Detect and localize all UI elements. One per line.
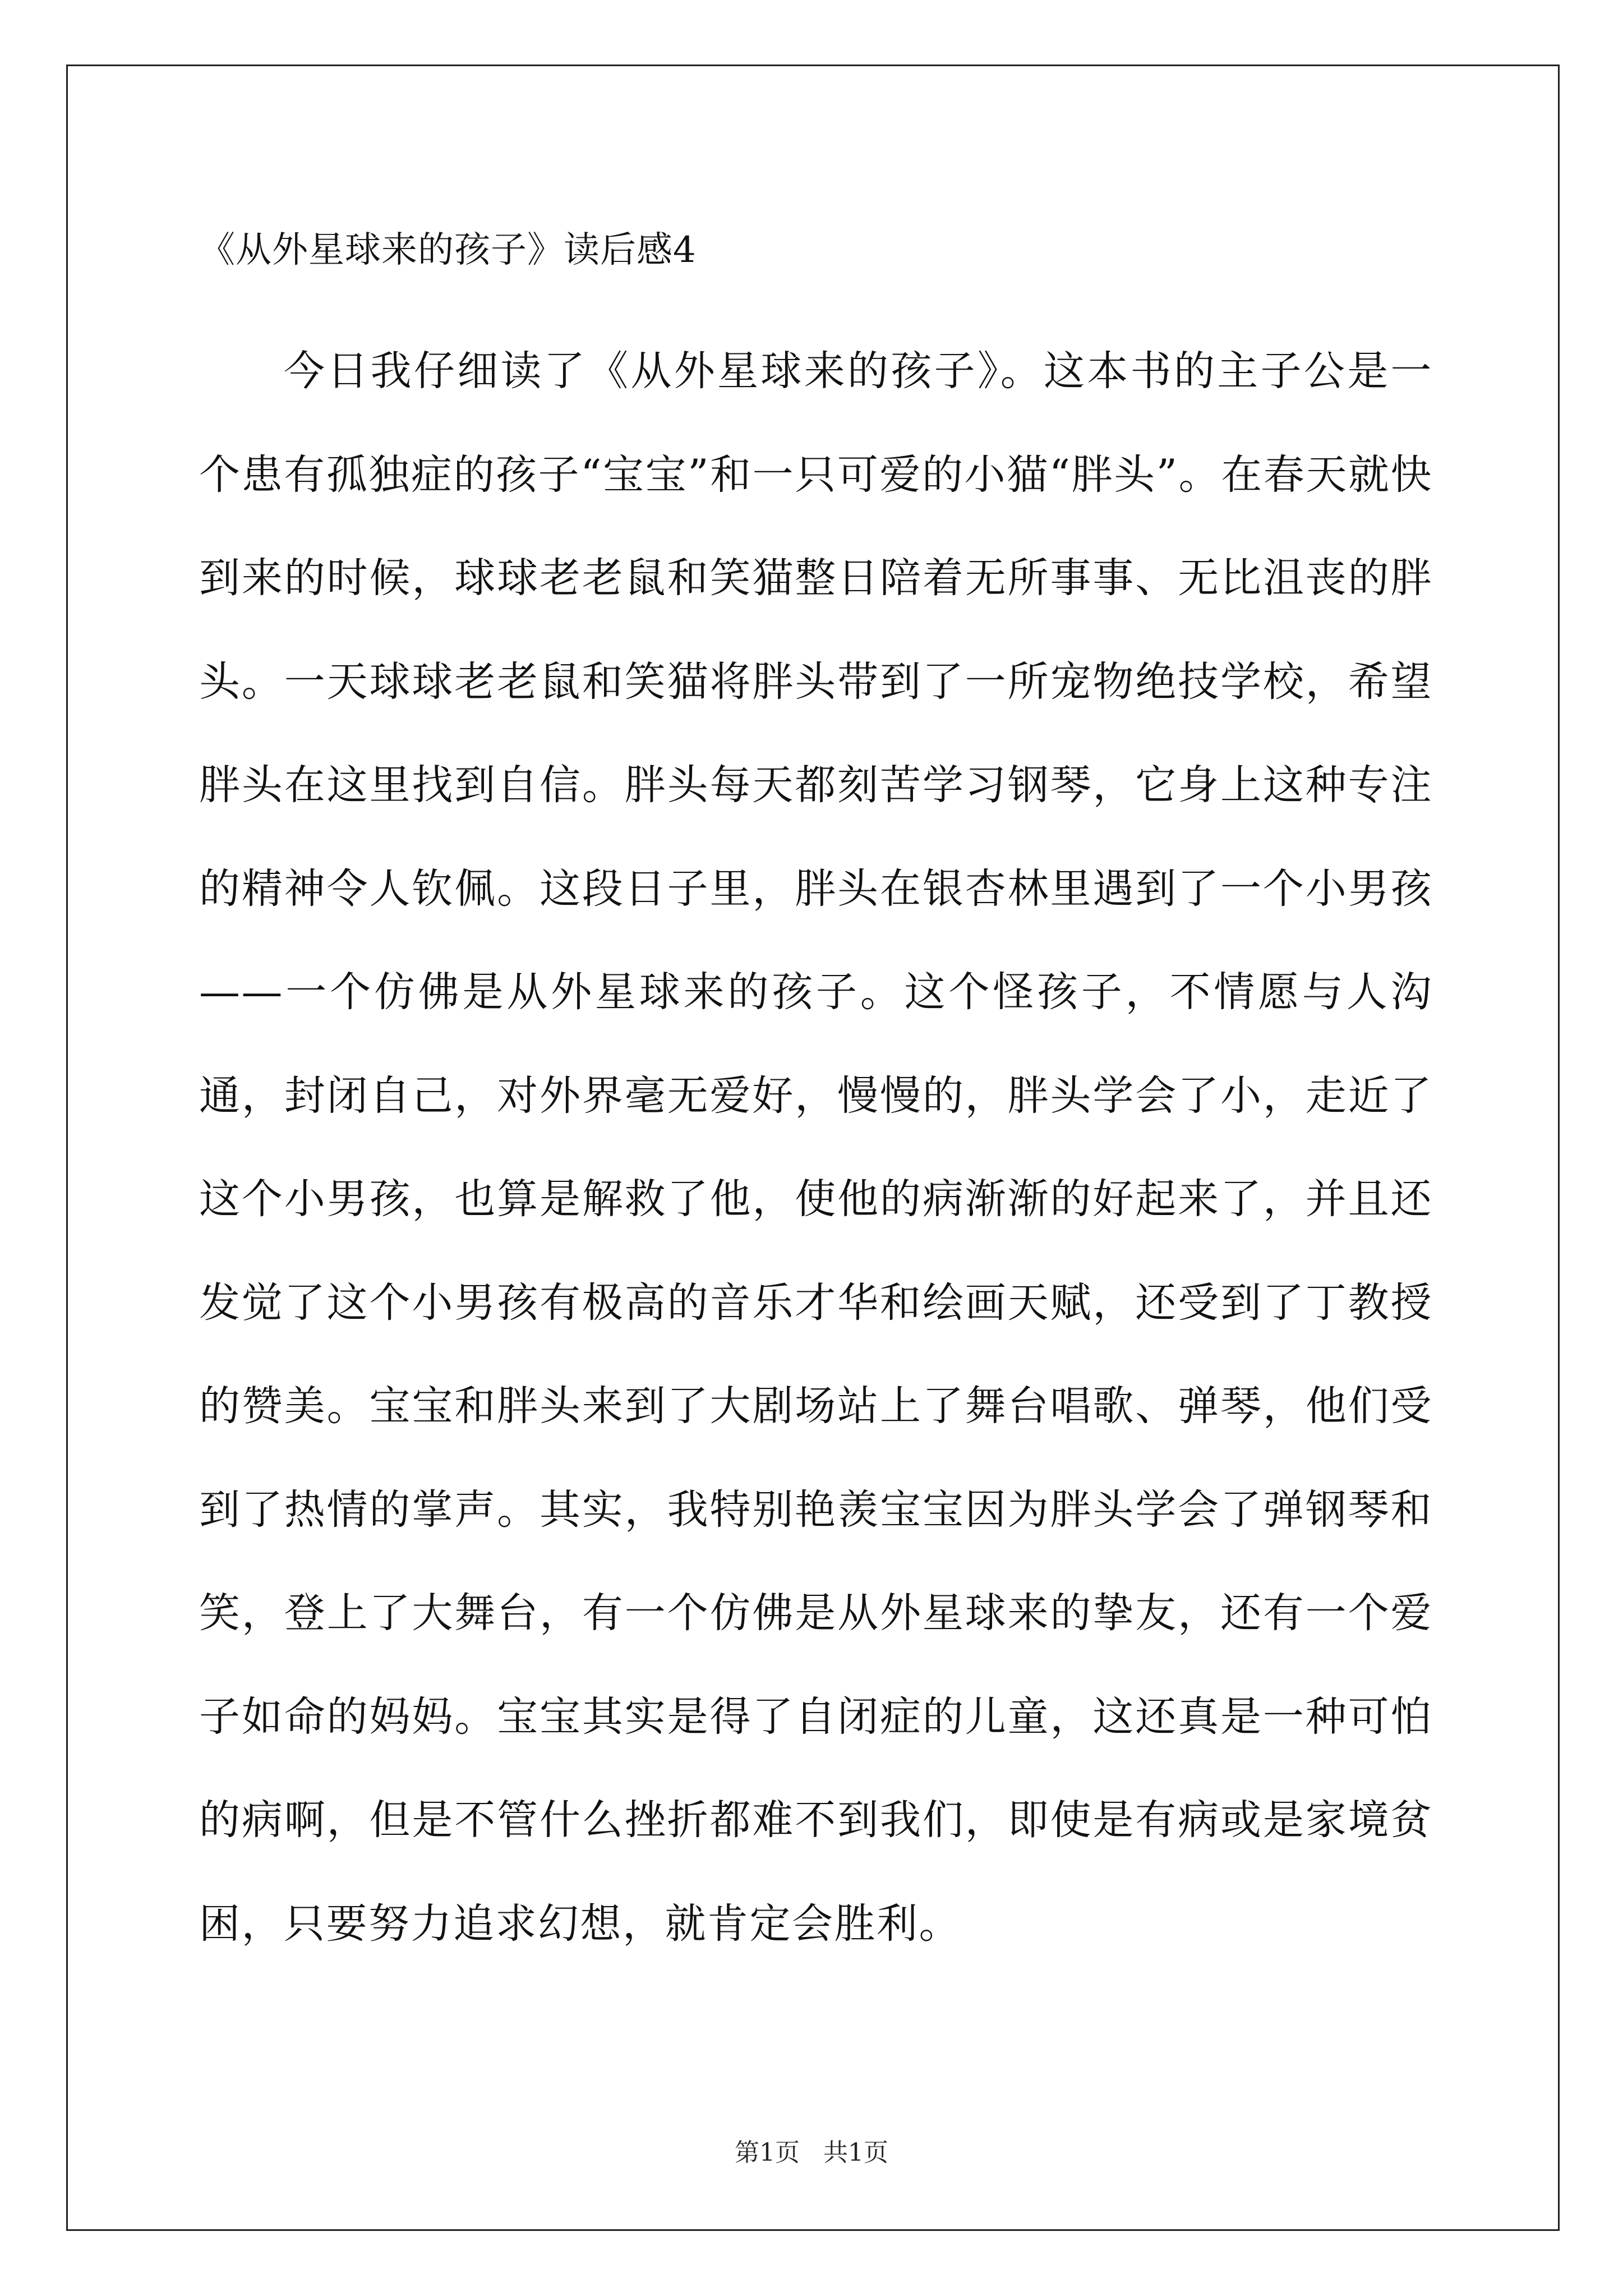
document-title: 《从外星球来的孩子》读后感4 xyxy=(199,229,697,271)
document-body: 今日我仔细读了《从外星球来的孩子》。这本书的主子公是一个患有孤独症的孩子“宝宝”和一只可爱的小猫“胖头”。在春天就快到来的时候，球球老老鼠和笑猫整日陪着无所事事、无比沮丧的胖头。一天球球老老鼠和笑猫将胖头带到了一所宠物绝技学校，希望胖头在这里找到自信。胖头每天都刻苦学习钢琴，它身上这种专注的精神令人钦佩。这段日子里，胖头在银杏林里遇到了一个小男孩——一个仿佛是从外星球来的孩子。这个怪孩子，不情愿与人沟通，封闭自己，对外界毫无爱好，慢慢的，胖头学会了小，走近了这个小男孩，也算是解救了他，使他的病渐渐的好起来了，并且还发觉了这个小男孩有极高的音乐才华和绘画天赋，还受到了丁教授的赞美。宝宝和胖头来到了大剧场站上了舞台唱歌、弹琴，他们受到了热情的掌声。其实，我特别艳羡宝宝因为胖头学会了弹钢琴和笑，登上了大舞台，有一个仿佛是从外星球来的挚友，还有一个爱子如命的妈妈。宝宝其实是得了自闭症的儿童，这还真是一种可怕的病啊，但是不管什么挫折都难不到我们，即使是有病或是家境贫困，只要努力追求幻想，就肯定会胜利。 xyxy=(199,347,1433,1948)
page-footer: 第1页 共1页 xyxy=(735,2138,888,2167)
